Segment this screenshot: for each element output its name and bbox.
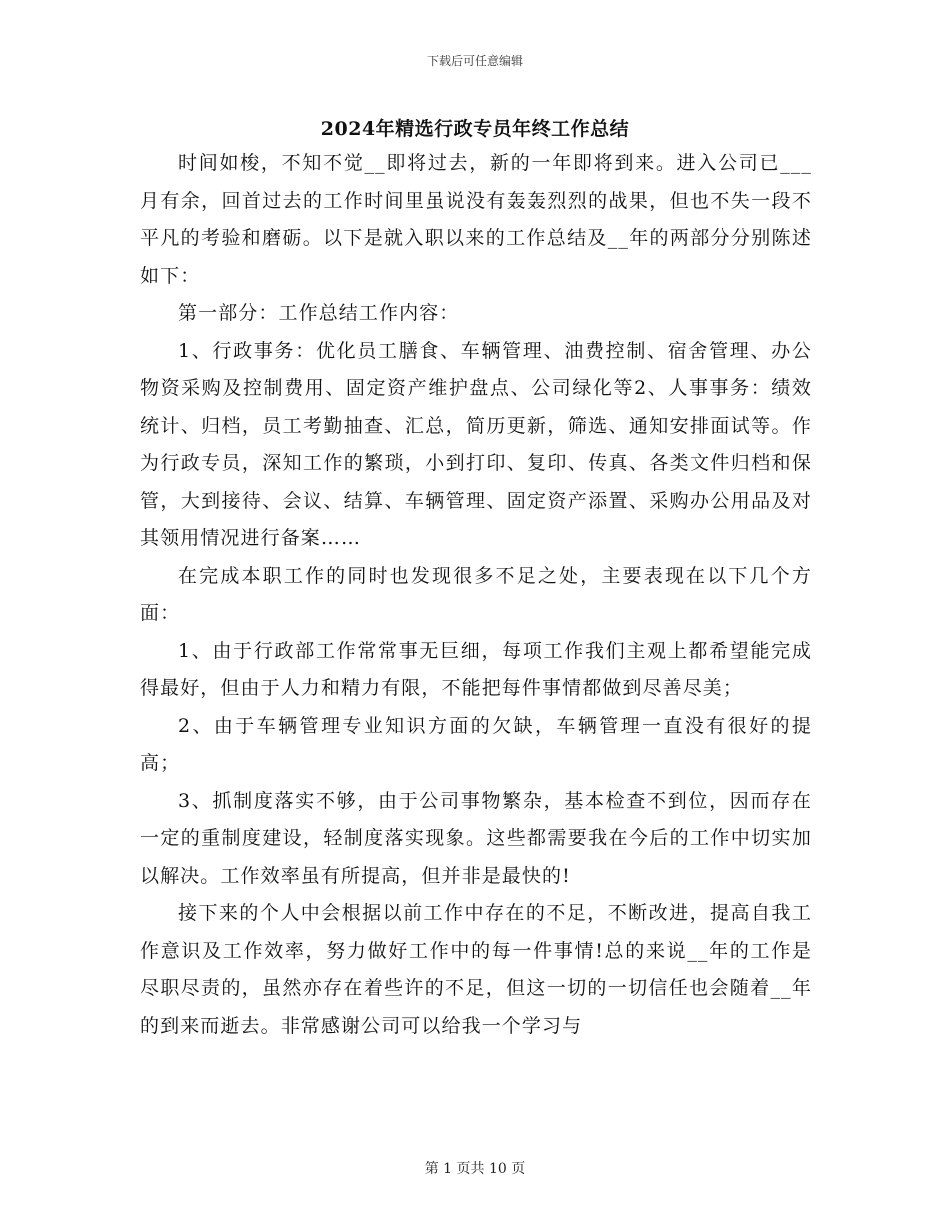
document-body bbox=[140, 145, 812, 1045]
page-number: 第 1 页共 10 页 bbox=[424, 1161, 526, 1177]
paragraph: 1、由于行政部工作常常事无巨细，每项工作我们主观上都希望能完成得最好，但由于人力和精力有限，不能把每件事情都做到尽善尽美； bbox=[140, 639, 812, 699]
document-title: 2024年精选行政专员年终工作总结 bbox=[320, 118, 630, 140]
paragraph: 1、行政事务：优化员工膳食、车辆管理、油费控制、宿舍管理、办公物资采购及控制费用、固定资产维护盘点、公司绿化等2、人事事务：绩效统计、归档，员工考勤抽查、汇总，简历更新，筛选、通知安排面试等。作为行政专员，深知工作的繁琐，小到打印、复印、传真、各类文件归档和保管，大到接待、会议、结算、车辆管理、固定资产添置、采购办公用品及对其领用情况进行备案…… bbox=[140, 339, 812, 549]
header-note: 下载后可任意编辑 bbox=[426, 54, 523, 68]
paragraph: 接下来的个人中会根据以前工作中存在的不足，不断改进，提高自我工作意识及工作效率，努力做好工作中的每一件事情!总的来说__年的工作是尽职尽责的，虽然亦存在着些许的不足，但这一切的一切信任也会随着__年的到来而逝去。非常感谢公司可以给我一个学习与 bbox=[140, 902, 812, 1037]
paragraph: 第一部分：工作总结工作内容： bbox=[178, 302, 460, 324]
paragraph: 3、抓制度落实不够，由于公司事物繁杂，基本检查不到位，因而存在一定的重制度建设，轻制度落实现象。这些都需要我在今后的工作中切实加以解决。工作效率虽有所提高，但并非是最快的! bbox=[140, 789, 812, 887]
paragraph: 在完成本职工作的同时也发现很多不足之处，主要表现在以下几个方面： bbox=[140, 564, 812, 624]
paragraph: 时间如梭，不知不觉__即将过去，新的一年即将到来。进入公司已___月有余，回首过去的工作时间里虽说没有轰轰烈烈的战果，但也不失一段不平凡的考验和磨砺。以下是就入职以来的工作总结及__年的两部分分别陈述如下： bbox=[140, 152, 812, 287]
paragraph: 2、由于车辆管理专业知识方面的欠缺，车辆管理一直没有很好的提高； bbox=[140, 714, 812, 774]
